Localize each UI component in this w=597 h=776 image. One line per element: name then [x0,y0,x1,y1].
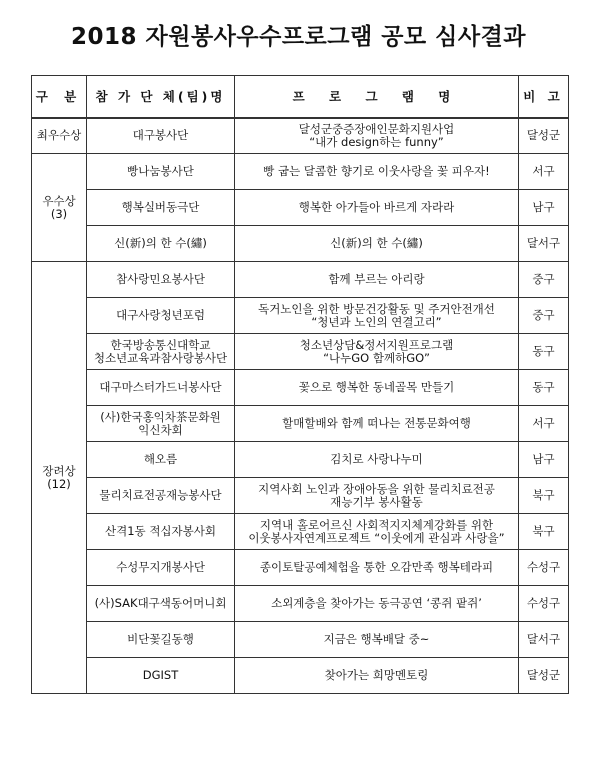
header-category: 구 분 [32,76,87,118]
note-cell [519,442,569,478]
team-name-cell [87,658,235,694]
award-count: (12) [47,476,71,491]
program-name: 할매할배와 함께 떠나는 전통문화여행 [282,416,471,430]
program-name-cell [235,226,519,262]
team-name-cell [87,622,235,658]
program-name-cell [235,262,519,298]
table-row [32,226,569,262]
table-row [32,478,569,514]
team-name-cell [87,514,235,550]
team-name: DGIST [142,668,179,682]
award-category-cell [32,118,87,154]
note-cell [519,406,569,442]
table-row [32,154,569,190]
team-name-cell [87,154,235,190]
note-cell [519,262,569,298]
team-name-cell [87,406,235,442]
team-name: 참사랑민요봉사단 [116,272,205,286]
table-row [32,334,569,370]
note: 북구 [532,488,555,502]
team-name: 대구마스터가드너봉사단 [99,380,222,394]
program-name: 빵 굽는 달콤한 향기로 이웃사랑을 꽃 피우자! [263,164,490,178]
table-row [32,622,569,658]
note: 북구 [532,524,555,538]
header-team: 참 가 단 체(팀)명 [87,76,235,118]
program-name-cell [235,550,519,586]
program-name: 꽃으로 행복한 동네골목 만들기 [298,380,455,394]
team-name-cell [87,298,235,334]
program-name-cell [235,658,519,694]
program-name-cell [235,154,519,190]
program-name: 함께 부르는 아리랑 [328,272,425,286]
note: 동구 [532,344,555,358]
program-name: 소외계층을 찾아가는 동극공연 ‘콩쥐 팥쥐’ [271,596,482,610]
team-name: 물리치료전공재능봉사단 [99,488,222,502]
note: 동구 [532,380,555,394]
note: 달성군 [526,128,561,143]
program-name: 이웃봉사자연계프로젝트 “이웃에게 관심과 사랑을” [248,530,505,545]
program-name-cell [235,406,519,442]
program-name-cell [235,334,519,370]
note-cell [519,226,569,262]
team-name: 행복실버동극단 [121,200,200,214]
program-name: 지역사회 노인과 장애아동을 위한 물리치료전공 [258,481,495,496]
team-name: 비단꽃길동행 [127,632,194,646]
note-cell [519,658,569,694]
program-name-cell [235,118,519,154]
note-cell [519,298,569,334]
team-name-cell [87,586,235,622]
header-program: 프 로 그 램 명 [235,76,519,118]
table-row [32,262,569,298]
note: 달성군 [526,668,561,682]
program-name: 지금은 행복배달 중~ [323,632,430,646]
note: 남구 [532,200,555,214]
team-name-cell [87,550,235,586]
note: 서구 [532,416,555,430]
table-row [32,586,569,622]
program-name-cell [235,478,519,514]
program-name-cell [235,190,519,226]
team-name: (사)SAK대구색동어머니회 [94,596,227,610]
table-row [32,550,569,586]
note-cell [519,334,569,370]
team-name-cell [87,442,235,478]
table-row [32,190,569,226]
note-cell [519,190,569,226]
award-category-cell [32,262,87,694]
team-name-cell [87,226,235,262]
note-cell [519,154,569,190]
note: 중구 [532,272,555,286]
team-name-cell [87,370,235,406]
program-name-cell [235,622,519,658]
results-table [31,75,569,694]
program-name-cell [235,586,519,622]
program-name: 김치로 사랑나누미 [330,452,423,466]
note: 중구 [532,308,555,322]
award-category: 최우수상 [36,128,82,143]
note-cell [519,550,569,586]
team-name-cell [87,478,235,514]
team-name: 신(新)의 한 수(繡) [114,236,207,250]
table-row [32,298,569,334]
award-category: 장려상 [42,463,76,478]
table-row [32,658,569,694]
note-cell [519,118,569,154]
program-name: 찾아가는 희망멘토링 [324,668,429,682]
note: 서구 [532,164,555,178]
team-name: 한국방송통신대학교 [110,337,211,352]
team-name: 수성무지개봉사단 [116,560,205,574]
program-name: 지역내 홀로어르신 사회적지지체계강화를 위한 [259,517,494,532]
program-name: “청년과 노인의 연결고리” [311,314,442,329]
table-row [32,442,569,478]
team-name: 대구사랑청년포럼 [116,308,205,322]
table-row [32,514,569,550]
note: 달서구 [526,236,561,250]
page-title: 2018 자원봉사우수프로그램 공모 심사결과 [70,24,527,50]
table-row [32,370,569,406]
program-name: “나누GO 함께하GO” [323,350,430,365]
program-name-cell [235,298,519,334]
note-cell [519,514,569,550]
team-name-cell [87,190,235,226]
team-name-cell [87,334,235,370]
note: 남구 [532,452,555,466]
program-name-cell [235,442,519,478]
note-cell [519,478,569,514]
note-cell [519,622,569,658]
program-name: 독거노인을 위한 방문건강활동 및 주거안전개선 [258,301,495,316]
table-row [32,118,569,154]
program-name: 신(新)의 한 수(繡) [330,236,423,250]
note-cell [519,586,569,622]
team-name: 청소년교육과참사랑봉사단 [93,350,228,365]
award-category: 우수상 [42,193,76,208]
program-name-cell [235,514,519,550]
note: 달서구 [526,632,561,646]
note: 수성구 [526,596,561,610]
team-name: 해오름 [143,452,178,466]
team-name: 빵나눔봉사단 [127,164,194,178]
team-name: 대구봉사단 [132,128,189,143]
program-name-cell [235,370,519,406]
award-category-cell [32,154,87,262]
table-header-row [32,76,569,118]
team-name: 익신차회 [138,422,183,437]
program-name: 청소년상담&정서지원프로그램 [299,337,454,352]
program-name: 종이토탈공예체험을 통한 오감만족 행복테라피 [259,560,494,574]
program-name: 달성군중증장애인문화지원사업 [298,121,455,136]
program-name: “내가 design하는 funny” [309,134,444,149]
program-name: 재능기부 봉사활동 [330,494,423,509]
team-name: 산격1동 적십자봉사회 [105,524,216,538]
program-name: 행복한 아가들아 바르게 자라라 [298,200,455,214]
award-count: (3) [50,206,68,221]
note-cell [519,370,569,406]
team-name: (사)한국홍익차茶문화원 [100,409,221,424]
team-name-cell [87,262,235,298]
team-name-cell [87,118,235,154]
note: 수성구 [526,560,561,574]
table-row [32,406,569,442]
header-note: 비 고 [519,76,569,118]
